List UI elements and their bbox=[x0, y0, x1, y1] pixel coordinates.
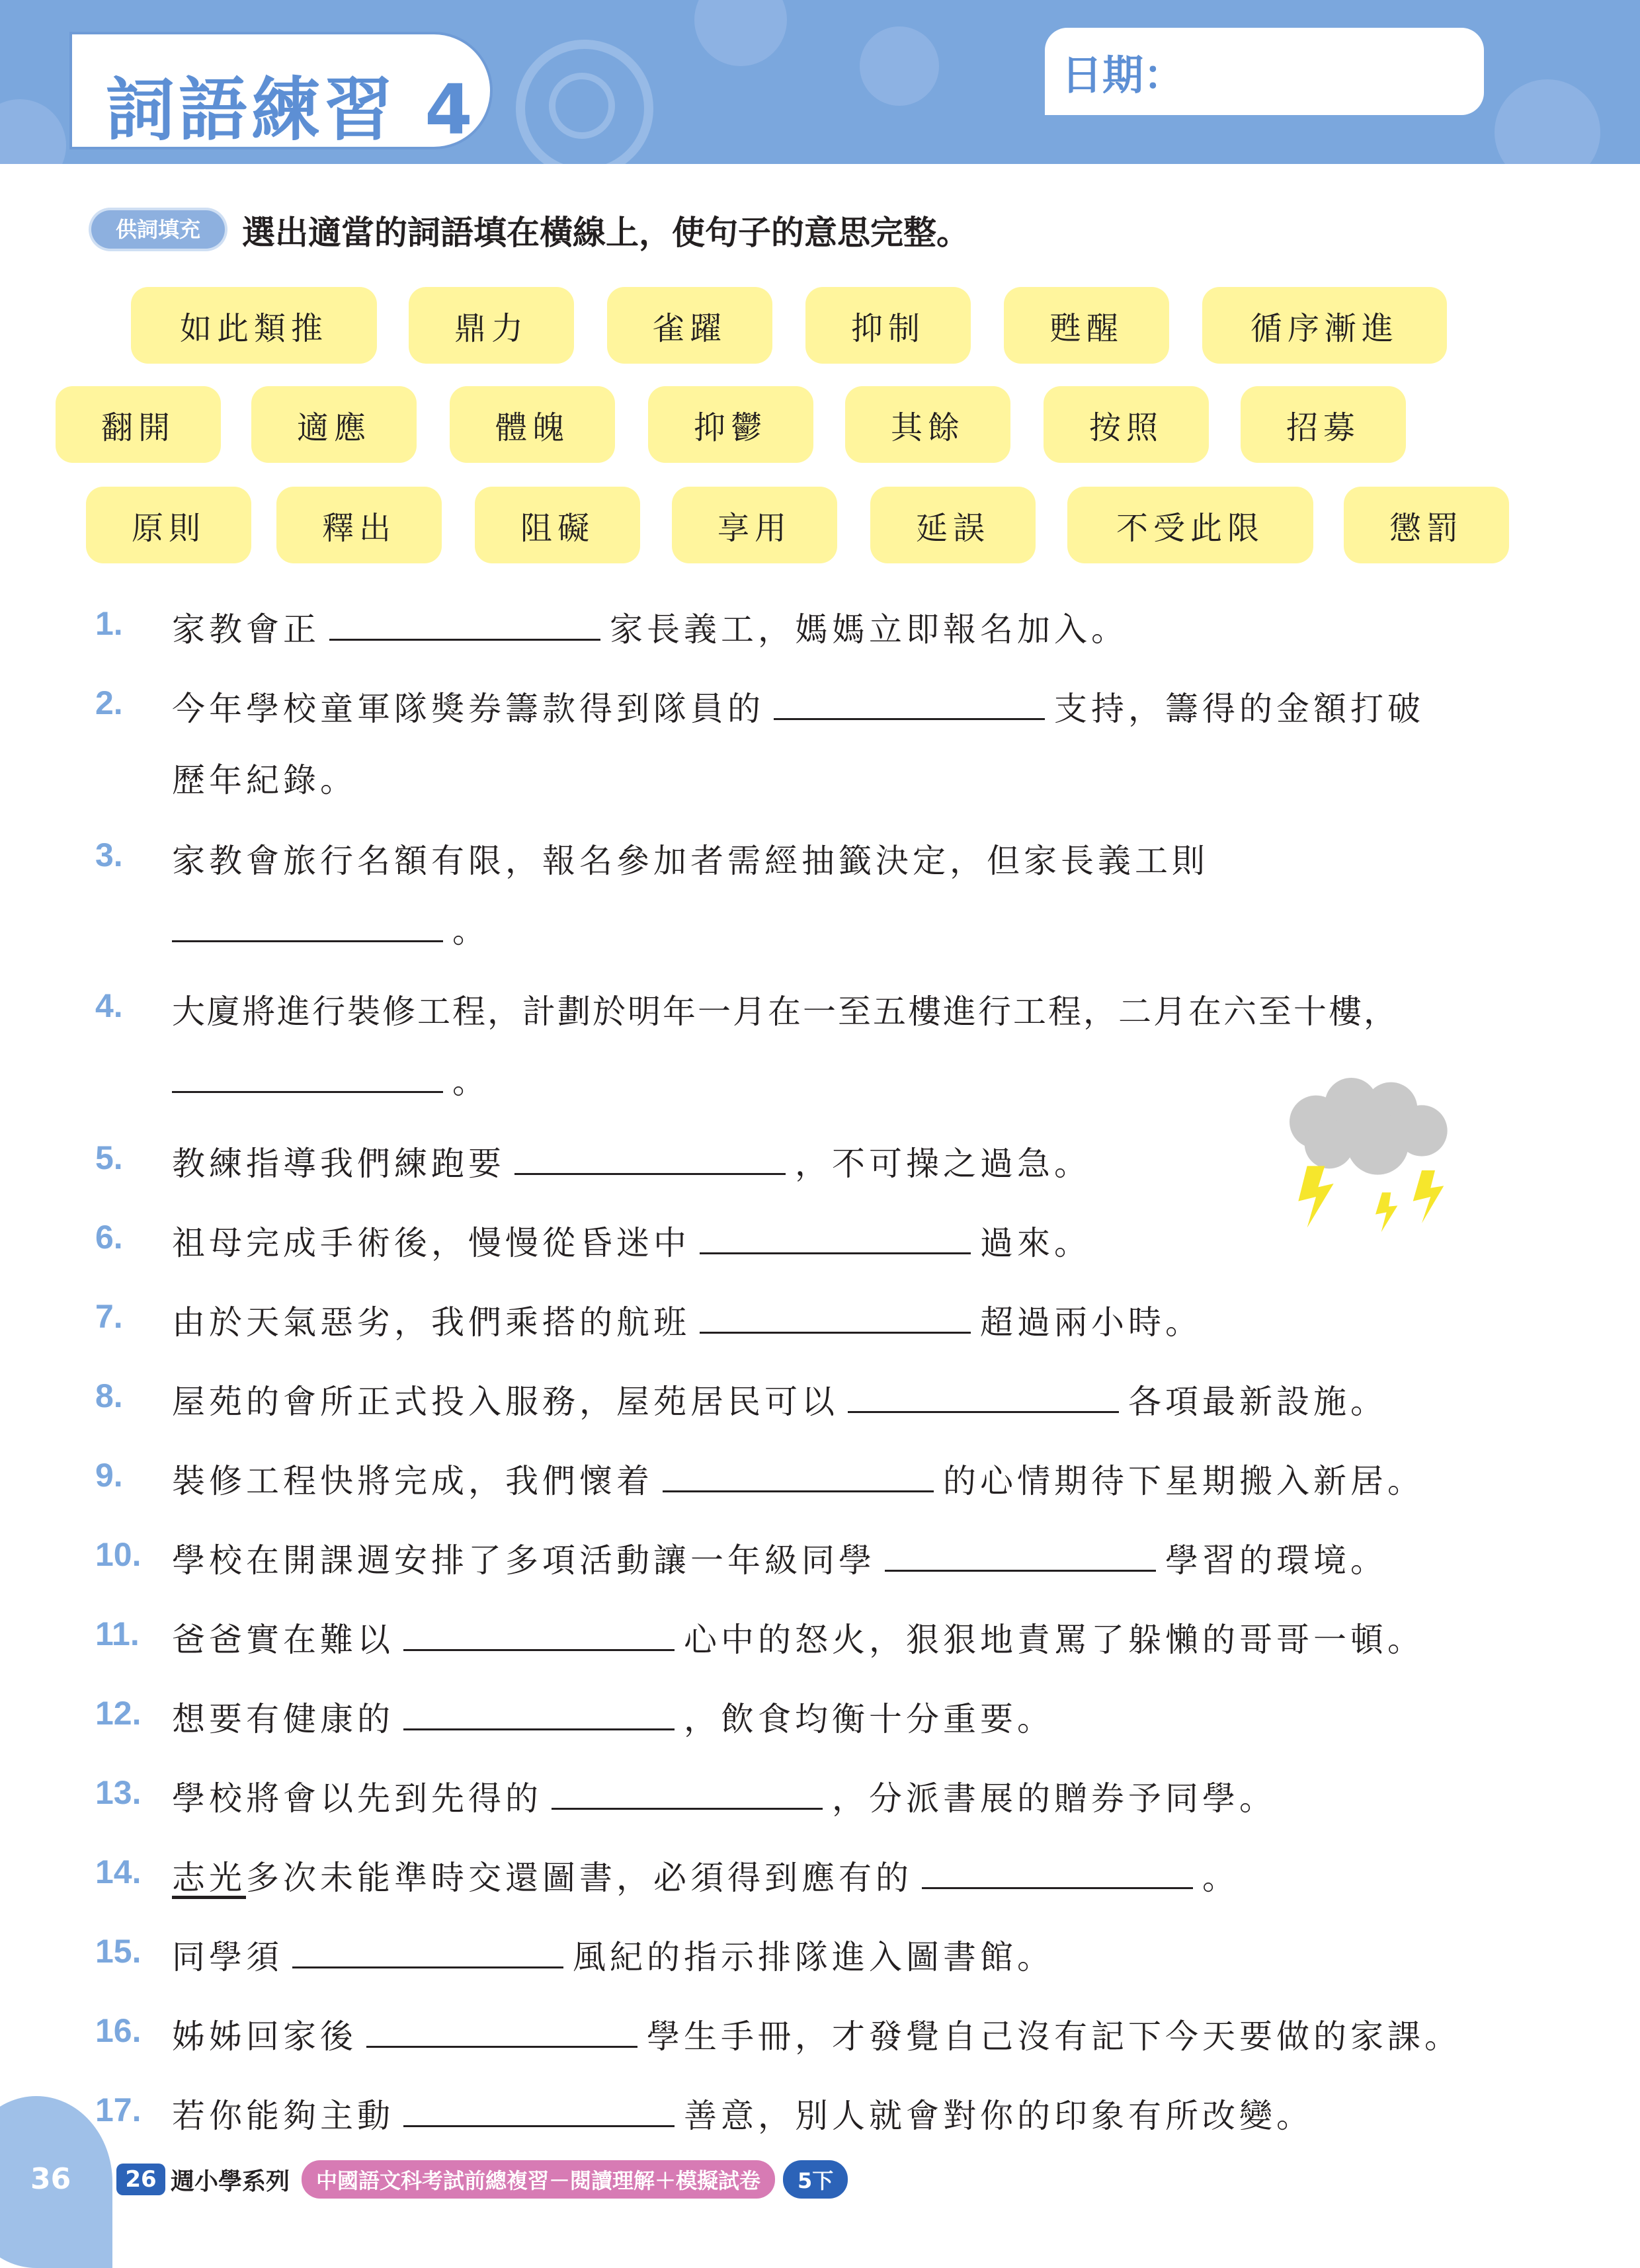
question-text: 由於天氣惡劣，我們乘搭的航班 bbox=[172, 1303, 690, 1342]
question-text: 的心情期待下星期搬入新居。 bbox=[943, 1462, 1424, 1500]
answer-blank[interactable] bbox=[700, 1226, 971, 1254]
date-label: 日期： bbox=[1061, 51, 1185, 99]
question-4-continued bbox=[163, 1055, 489, 1103]
answer-blank[interactable] bbox=[403, 1623, 675, 1651]
word-chip: 抑鬱 bbox=[648, 386, 813, 463]
word-chip: 阻礙 bbox=[475, 487, 640, 563]
answer-blank[interactable] bbox=[885, 1543, 1156, 1572]
question-text: 家教會正 bbox=[172, 610, 320, 649]
question-number: 2. bbox=[95, 684, 123, 721]
question-number: 8. bbox=[95, 1377, 123, 1414]
question-11 bbox=[172, 1613, 1424, 1661]
question-text: 。 bbox=[452, 1063, 489, 1101]
question-text: 支持，籌得的金額打破 bbox=[1054, 690, 1424, 728]
answer-blank[interactable] bbox=[848, 1385, 1119, 1413]
flower-decoration bbox=[860, 26, 939, 106]
answer-blank[interactable] bbox=[663, 1464, 934, 1492]
word-chip: 其餘 bbox=[845, 386, 1010, 463]
word-chip: 釋出 bbox=[276, 487, 442, 563]
question-text: 若你能夠主動 bbox=[172, 2097, 394, 2135]
question-text: ，飲食均衡十分重要。 bbox=[684, 1700, 1054, 1738]
question-text: ，不可操之過急。 bbox=[795, 1145, 1091, 1183]
word-chip: 延誤 bbox=[870, 487, 1036, 563]
question-10 bbox=[172, 1534, 1387, 1582]
answer-blank[interactable] bbox=[774, 692, 1045, 720]
question-text: 過來。 bbox=[980, 1224, 1091, 1262]
question-text: 心中的怒火，狠狠地責罵了躲懶的哥哥一頓。 bbox=[684, 1621, 1424, 1659]
question-number: 6. bbox=[95, 1219, 123, 1256]
footer bbox=[116, 2161, 848, 2198]
question-text: 多次未能準時交還圖書，必須得到應有的 bbox=[246, 1859, 913, 1897]
answer-blank[interactable] bbox=[403, 2099, 675, 2127]
question-12 bbox=[172, 1693, 1054, 1740]
word-chip: 體魄 bbox=[450, 386, 615, 463]
question-text: ，分派書展的贈券予同學。 bbox=[832, 1779, 1276, 1818]
page-title: 詞語練習 4 bbox=[106, 69, 477, 150]
question-8 bbox=[172, 1375, 1387, 1423]
question-6 bbox=[172, 1217, 1091, 1264]
question-number: 1. bbox=[95, 605, 123, 642]
section-badge: 供詞填充 bbox=[91, 210, 225, 249]
answer-blank[interactable] bbox=[922, 1861, 1193, 1889]
series-logo: 26 bbox=[116, 2164, 165, 2195]
instruction-text: 選出適當的詞語填在橫線上，使句子的意思完整。 bbox=[242, 214, 969, 252]
answer-blank[interactable] bbox=[514, 1147, 786, 1175]
word-chip: 原則 bbox=[86, 487, 251, 563]
answer-blank[interactable] bbox=[366, 2019, 637, 2048]
question-text: 學校在開課週安排了多項活動讓一年級同學 bbox=[172, 1541, 876, 1580]
question-number: 14. bbox=[95, 1853, 142, 1890]
word-chip: 循序漸進 bbox=[1202, 287, 1447, 364]
series-name: 週小學系列 bbox=[171, 2167, 290, 2195]
word-chip: 抑制 bbox=[805, 287, 971, 364]
answer-blank[interactable] bbox=[700, 1305, 971, 1334]
question-4: 大廈將進行裝修工程，計劃於明年一月在一至五樓進行工程，二月在六至十樓， bbox=[172, 992, 1399, 1031]
question-number: 3. bbox=[95, 836, 123, 873]
word-chip: 適應 bbox=[251, 386, 417, 463]
question-2-continued: 歷年紀錄。 bbox=[172, 761, 357, 799]
question-text: 家長義工，媽媽立即報名加入。 bbox=[610, 610, 1128, 649]
question-text: 同學須 bbox=[172, 1938, 283, 1976]
question-9 bbox=[172, 1455, 1424, 1502]
question-text: 。 bbox=[1202, 1859, 1239, 1897]
question-3-continued bbox=[163, 905, 489, 952]
question-text: 爸爸實在難以 bbox=[172, 1621, 394, 1659]
leaf-decoration-left bbox=[0, 99, 66, 164]
word-chip: 按照 bbox=[1044, 386, 1209, 463]
proper-name: 志光 bbox=[172, 1859, 246, 1897]
swirl-decoration-inner bbox=[549, 73, 615, 139]
question-number: 7. bbox=[95, 1298, 123, 1335]
answer-blank[interactable] bbox=[172, 914, 443, 942]
question-number: 10. bbox=[95, 1536, 142, 1573]
question-13 bbox=[172, 1772, 1276, 1820]
question-number: 15. bbox=[95, 1933, 142, 1970]
question-text: 超過兩小時。 bbox=[980, 1303, 1202, 1342]
answer-blank[interactable] bbox=[172, 1065, 443, 1093]
word-chip: 雀躍 bbox=[607, 287, 772, 364]
question-text: 善意，別人就會對你的印象有所改變。 bbox=[684, 2097, 1313, 2135]
question-text: 。 bbox=[452, 912, 489, 950]
word-chip: 享用 bbox=[672, 487, 837, 563]
word-chip: 翻開 bbox=[56, 386, 221, 463]
word-chip: 懲罰 bbox=[1344, 487, 1509, 563]
grade-badge: 5下 bbox=[783, 2160, 848, 2199]
question-text: 裝修工程快將完成，我們懷着 bbox=[172, 1462, 653, 1500]
word-chip: 甦醒 bbox=[1004, 287, 1169, 364]
question-17 bbox=[172, 2089, 1313, 2137]
question-text: 學生手冊，才發覺自己沒有記下今天要做的家課。 bbox=[647, 2017, 1461, 2056]
answer-blank[interactable] bbox=[329, 612, 600, 641]
question-number: 13. bbox=[95, 1774, 142, 1811]
question-text: 風紀的指示排隊進入圖書館。 bbox=[573, 1938, 1054, 1976]
question-number: 4. bbox=[95, 987, 123, 1024]
question-14 bbox=[172, 1851, 1239, 1899]
question-2 bbox=[172, 682, 1424, 730]
word-chip: 鼎力 bbox=[409, 287, 574, 364]
question-text: 姊姊回家後 bbox=[172, 2017, 357, 2056]
answer-blank[interactable] bbox=[552, 1781, 823, 1810]
question-5 bbox=[172, 1137, 1091, 1185]
answer-blank[interactable] bbox=[292, 1940, 563, 1968]
question-text: 學習的環境。 bbox=[1165, 1541, 1387, 1580]
leaf-decoration bbox=[694, 0, 787, 66]
word-chip: 如此類推 bbox=[131, 287, 377, 364]
book-title: 中國語文科考試前總複習－閱讀理解＋模擬試卷 bbox=[302, 2160, 775, 2199]
question-7 bbox=[172, 1296, 1202, 1344]
question-number: 12. bbox=[95, 1695, 142, 1732]
question-number: 16. bbox=[95, 2012, 142, 2049]
question-16 bbox=[172, 2010, 1461, 2058]
question-text: 各項最新設施。 bbox=[1128, 1383, 1387, 1421]
answer-blank[interactable] bbox=[403, 1702, 675, 1730]
leaf-decoration-right bbox=[1495, 79, 1600, 164]
question-text: 今年學校童軍隊獎券籌款得到隊員的 bbox=[172, 690, 764, 728]
question-number: 9. bbox=[95, 1457, 123, 1494]
question-number: 11. bbox=[95, 1615, 140, 1652]
question-text: 學校將會以先到先得的 bbox=[172, 1779, 542, 1818]
question-number: 17. bbox=[95, 2091, 142, 2128]
question-text: 祖母完成手術後，慢慢從昏迷中 bbox=[172, 1224, 690, 1262]
question-text: 屋苑的會所正式投入服務，屋苑居民可以 bbox=[172, 1383, 839, 1421]
question-text: 想要有健康的 bbox=[172, 1700, 394, 1738]
question-15 bbox=[172, 1931, 1054, 1978]
page-number: 36 bbox=[30, 2162, 71, 2196]
word-chip: 不受此限 bbox=[1067, 487, 1313, 563]
question-3: 家教會旅行名額有限，報名參加者需經抽籤決定，但家長義工則 bbox=[172, 842, 1209, 880]
storm-cloud-icon bbox=[1237, 1078, 1501, 1236]
word-chip: 招募 bbox=[1241, 386, 1406, 463]
question-1 bbox=[172, 603, 1128, 651]
question-text: 教練指導我們練跑要 bbox=[172, 1145, 505, 1183]
question-number: 5. bbox=[95, 1139, 123, 1176]
